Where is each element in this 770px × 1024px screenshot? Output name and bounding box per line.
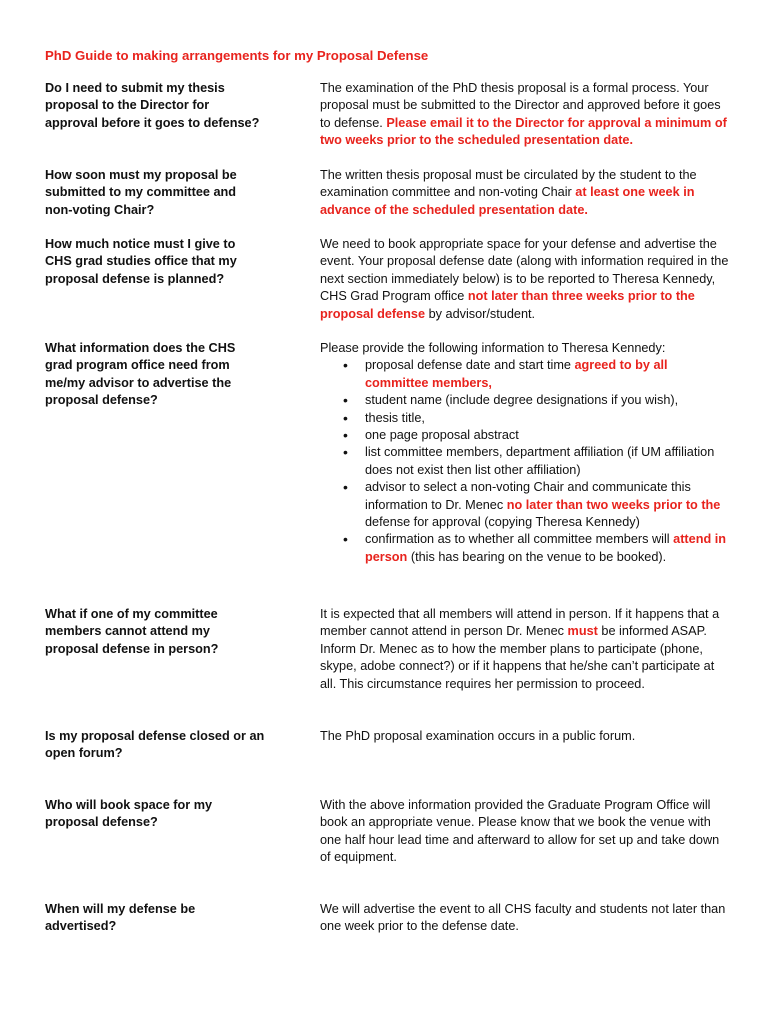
bullet-student-name — [365, 392, 732, 409]
question-submit-proposal: Do I need to submit my thesis proposal to the Director for approval before it goes to defense? — [45, 81, 260, 130]
bullet-thesis-title — [365, 410, 732, 427]
bullet-text: list committee members, department affiliation (if UM affiliation does not exist then list other affiliation) — [365, 445, 715, 477]
answer-text: The examination of the PhD thesis proposal is a formal process. Your proposal must be submitted to the Director and approved before it goes to defense. — [320, 81, 721, 130]
answer-advertise-info — [320, 340, 732, 566]
bullet-committee-members — [365, 444, 732, 479]
question-remote-member: What if one of my committee members cannot attend my proposal defense in person? — [45, 607, 219, 656]
bullet-text: student name (include degree designations if you wish), — [365, 393, 679, 408]
question-advertise-info: What information does the CHS grad program office need from me/my advisor to advertise the proposal defense? — [45, 341, 236, 408]
question-book-space: Who will book space for my proposal defense? — [45, 798, 213, 830]
question-advertised: When will my defense be advertised? — [45, 902, 196, 934]
question-open-forum: Is my proposal defense closed or an open forum? — [45, 729, 265, 761]
answer-notice — [320, 236, 732, 323]
bullet-text: advisor to select a non-voting Chair and communicate this information to Dr. Menec — [365, 480, 691, 512]
question-committee-submission: How soon must my proposal be submitted to my committee and non-voting Chair? — [45, 168, 237, 217]
bullet-text-end: defense for approval (copying Theresa Kennedy) — [365, 515, 640, 530]
bullet-abstract — [365, 427, 732, 444]
bullet-highlight: no later than two weeks prior to the — [506, 497, 721, 512]
answer-highlight: not later than three weeks prior to the proposal defense — [320, 289, 695, 321]
answer-book-space: With the above information provided the Graduate Program Office will book an appropriate venue. Please know that we book the venue with one half hour lead time and afterward to allow for set up and take down of equipment. — [320, 798, 720, 865]
bullet-highlight: attend in person — [365, 532, 727, 564]
bullet-text: one page proposal abstract — [365, 428, 519, 443]
bullet-highlight: agreed to by all committee members, — [365, 358, 668, 390]
info-bullet-list — [320, 357, 732, 566]
page-title: PhD Guide to making arrangements for my Proposal Defense — [45, 48, 429, 63]
bullet-defense-date — [365, 357, 732, 392]
answer-text: We need to book appropriate space for your defense and advertise the event. Your proposal defense date (along with information required in the next section immediately below) is to be reported to Theresa Kennedy, CHS Grad Program office — [320, 237, 729, 304]
answer-committee-submission — [320, 167, 732, 219]
answer-advertised: We will advertise the event to all CHS faculty and students not later than one week prior to the defense date. — [320, 902, 726, 934]
bullet-non-voting-chair — [365, 479, 732, 531]
question-notice: How much notice must I give to CHS grad studies office that my proposal defense is planned? — [45, 237, 237, 286]
bullet-text-end: (this has bearing on the venue to be booked). — [407, 549, 667, 564]
answer-submit-proposal — [320, 80, 732, 150]
answer-open-forum: The PhD proposal examination occurs in a public forum. — [320, 729, 636, 743]
bullet-attendance — [365, 531, 732, 566]
answer-text: The written thesis proposal must be circulated by the student to the examination committee and non-voting Chair — [320, 168, 697, 200]
answer-text-end: be informed ASAP. Inform Dr. Menec as to how the member plans to participate (phone, skype, adobe connect?) or if it happens that he/she can’t participate at all. This circumstance requires her permission to proceed. — [320, 624, 715, 691]
bullet-text: confirmation as to whether all committee members will — [365, 532, 674, 547]
answer-highlight: must — [567, 624, 598, 639]
answer-highlight: at least one week in advance of the scheduled presentation date. — [320, 185, 695, 217]
answer-text: It is expected that all members will attend in person. If it happens that a member cannot attend in person Dr. Menec — [320, 607, 720, 639]
answer-remote-member — [320, 606, 732, 693]
answer-intro: Please provide the following information to Theresa Kennedy: — [320, 341, 666, 355]
bullet-text: thesis title, — [365, 410, 425, 425]
answer-highlight: Please email it to the Director for approval a minimum of two weeks prior to the scheduled presentation date. — [320, 115, 727, 148]
bullet-text: proposal defense date and start time — [365, 358, 575, 373]
answer-text-end: by advisor/student. — [425, 306, 536, 321]
